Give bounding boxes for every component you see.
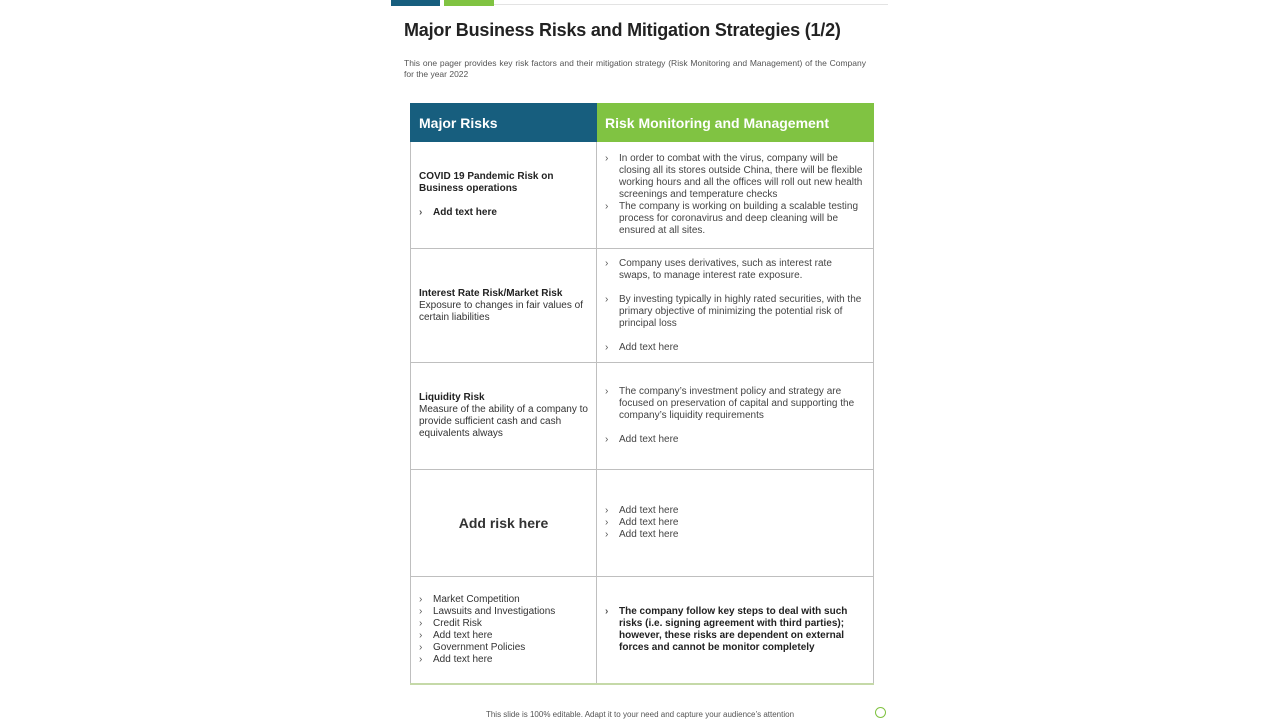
mitigation-cell: [597, 470, 874, 577]
top-accent-bar-green: [444, 0, 494, 6]
header-risk-monitoring: Risk Monitoring and Management: [597, 104, 874, 142]
page-title: Major Business Risks and Mitigation Strategies (1/2): [404, 20, 841, 40]
table-row: [411, 577, 874, 684]
list-item: › Credit Risk: [419, 617, 482, 629]
risk-cell: [411, 249, 597, 363]
list-item: › The company follow key steps to deal with such risks (i.e. signing agreement with third parties); however, these risks are dependent on external forces and cannot be monitor completely: [605, 605, 848, 653]
table-row: [411, 363, 874, 470]
header-major-risks: Major Risks: [411, 104, 597, 142]
footer-note: This slide is 100% editable. Adapt it to your need and capture your audience’s attention: [485, 710, 795, 719]
page-subtitle: This one pager provides key risk factors and their mitigation strategy (Risk Monitoring and Management) of the Company for the year 2022: [404, 58, 866, 79]
chevron-right-icon: ›: [605, 386, 609, 397]
list-item: › Add text here: [605, 529, 679, 540]
chevron-right-icon: ›: [605, 434, 609, 445]
top-accent-bar-blue: [391, 0, 440, 6]
chevron-right-icon: ›: [605, 293, 609, 305]
list-item: › Add text here: [419, 629, 493, 641]
chevron-right-icon: ›: [605, 517, 609, 528]
risk-description: Exposure to changes in fair values of certain liabilities: [419, 299, 583, 323]
list-item: › The company is working on building a scalable testing process for coronavirus and deep cleaning will be ensured at all sites.: [605, 201, 859, 236]
chevron-right-icon: ›: [419, 629, 423, 641]
risk-table: [410, 103, 874, 685]
mitigation-cell: [597, 142, 874, 249]
chevron-right-icon: ›: [419, 207, 423, 218]
list-item: › In order to combat with the virus, company will be closing all its stores outside China, there will be flexible working hours and all the offices will roll out new health screenings and temperature checks: [605, 153, 863, 200]
mitigation-cell: [597, 577, 874, 684]
list-item: › Add text here: [419, 653, 493, 665]
list-item: › Market Competition: [419, 593, 520, 605]
chevron-right-icon: ›: [605, 505, 609, 516]
list-item: › Company uses derivatives, such as interest rate swaps, to manage interest rate exposure.: [605, 257, 832, 281]
table-header-row: [411, 104, 874, 142]
risk-description: Measure of the ability of a company to provide sufficient cash and cash equivalents always: [419, 404, 588, 439]
risk-title: Interest Rate Risk/Market Risk: [419, 287, 563, 299]
risk-cell: [411, 142, 597, 249]
chevron-right-icon: ›: [605, 341, 609, 353]
list-item: › Government Policies: [419, 641, 526, 653]
list-item: › Lawsuits and Investigations: [419, 605, 556, 617]
circle-icon: [875, 707, 886, 718]
risk-title: Liquidity Risk: [419, 392, 485, 403]
chevron-right-icon: ›: [605, 201, 609, 212]
list-item: › By investing typically in highly rated securities, with the primary objective of minimizing the potential risk of principal loss: [605, 293, 862, 329]
table-row: [411, 142, 874, 249]
list-item: › Add text here: [605, 341, 679, 353]
risk-title: COVID 19 Pandemic Risk on Business operations: [419, 171, 554, 194]
list-item: › Add text here: [419, 207, 497, 218]
mitigation-cell: [597, 363, 874, 470]
chevron-right-icon: ›: [605, 605, 609, 617]
list-item: › Add text here: [605, 517, 679, 528]
risk-cell: [411, 577, 597, 684]
risk-cell: [411, 363, 597, 470]
list-item: › Add text here: [605, 434, 679, 445]
table-row: [411, 470, 874, 577]
top-divider-line: [494, 4, 888, 5]
chevron-right-icon: ›: [605, 153, 609, 164]
risk-cell: Add risk here: [411, 470, 597, 577]
chevron-right-icon: ›: [419, 593, 423, 605]
chevron-right-icon: ›: [419, 605, 423, 617]
chevron-right-icon: ›: [419, 653, 423, 665]
chevron-right-icon: ›: [605, 529, 609, 540]
mitigation-cell: [597, 249, 874, 363]
chevron-right-icon: ›: [419, 617, 423, 629]
list-item: › Add text here: [605, 505, 679, 516]
table-row: [411, 249, 874, 363]
chevron-right-icon: ›: [419, 641, 423, 653]
chevron-right-icon: ›: [605, 257, 609, 269]
list-item: › The company’s investment policy and strategy are focused on preservation of capital and supporting the company’s liquidity requirements: [605, 386, 855, 421]
